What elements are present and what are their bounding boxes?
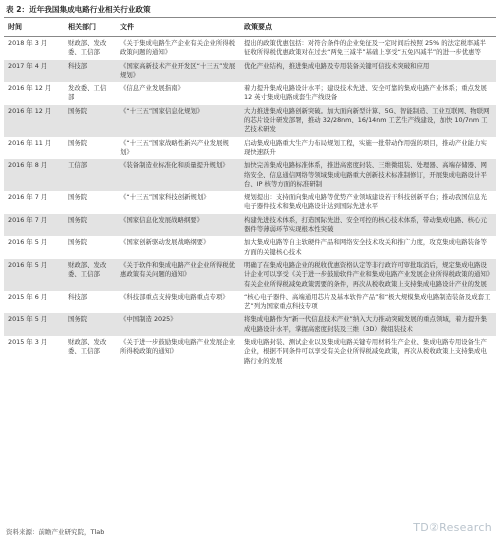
cell-policy-points: 加快完善集成电路标准体系，推进高密度封装、三维微组装、处理器、高端存储器、网络安全、信息通信网络等领域集成电路重大创新技术标准制修订，开展集成电路设计平台、IP 核等方面的标准研制 [240,159,496,191]
table-row [4,82,496,105]
table-row [4,105,496,137]
cell-department: 国务院 [68,138,88,147]
cell-policy-points: 着力提升集成电路设计水平；建设技术先进、安全可靠的集成电路产业体系；重点发展 12 英寸集成电路成套生产线设备 [244,84,487,102]
header-time: 时间 [4,18,64,37]
cell-policy-points: 规划提出：支持面向集成电路等优势产业领域建设若干科技创新平台；推动我国信息光电子器件技术和集成电路设计达到国际先进水平 [244,193,487,211]
cell-department: 工信部 [64,159,116,191]
cell-document: 《国家高新技术产业开发区“十三五”发展规划》 [116,60,240,83]
cell-department: 财政部、发改委、工信部 [68,338,107,356]
cell-department: 财政部、发改委、工信部 [64,259,116,291]
cell-department: 国务院 [64,214,116,237]
cell-document: 《“十三五”国家战略性新兴产业发展规划》 [120,138,229,156]
policy-table [4,17,496,368]
cell-time: 2015 年 5 月 [4,313,64,336]
cell-department: 发改委、工信部 [68,84,107,102]
table-row [4,313,496,336]
cell-document: 《中国制造 2025》 [116,313,240,336]
cell-document: 《科技部重点支持集成电路重点专项》 [120,292,229,301]
cell-time: 2016 年 5 月 [4,259,64,291]
cell-time: 2018 年 3 月 [8,39,48,47]
cell-document: 《“十三五”国家信息化规划》 [116,105,240,137]
table-row [4,236,496,259]
table-header-row [4,18,496,37]
cell-policy-points: 优化产业结构，推进集成电路及专用装备关键可信技术突破和应用 [240,60,496,83]
watermark-logo: TD②Research [413,521,492,534]
cell-document: 《关于集成电路生产企业有关企业所得税政策问题的通知》 [120,39,236,57]
cell-department: 国务院 [68,238,88,247]
cell-document: 《信息产业发展指南》 [120,84,184,93]
cell-time: 2017 年 4 月 [4,60,64,83]
header-document: 文件 [116,18,240,37]
cell-time: 2016 年 12 月 [4,105,64,137]
cell-time: 2015 年 6 月 [8,292,48,301]
cell-policy-points: 大力推进集成电路创新突破。加大面向新型计算、5G、智能制造、工业互联网、物联网的芯片设计研发部署，推动 32/28nm、16/14nm 工艺生产线建设，加快 10/7nm 工艺技术研发 [240,105,496,137]
cell-document: 《关于进一步鼓励集成电路产业发展企业所得税政策的通知》 [120,338,236,356]
cell-time: 2016 年 7 月 [4,214,64,237]
cell-policy-points: 加大集成电路等自主软硬件产品和网络安全技术攻关和推广力度，攻克集成电路装备等方面的关键核心技术 [244,238,487,256]
cell-time: 2016 年 5 月 [8,238,48,247]
table-row [4,259,496,291]
cell-department: 财政部、发改委、工信部 [68,39,107,57]
cell-document: 《关于软件和集成电路产业企业所得税优惠政策有关问题的通知》 [116,259,240,291]
cell-department: 科技部 [68,292,88,301]
cell-time: 2016 年 7 月 [8,193,48,202]
table-row [4,191,496,214]
cell-document: 《国家创新驱动发展战略纲要》 [120,238,210,247]
cell-document: 《“十三五”国家科技创新规划》 [120,193,210,202]
table-row [4,291,496,314]
cell-policy-points: 将集成电路作为“新一代信息技术产业”纳入大力推动突破发展的重点领域，着力提升集成电路设计水平，掌握高密度封装及三维（3D）微组装技术 [240,313,496,336]
header-department: 相关部门 [64,18,116,37]
table-title: 表 2：近年我国集成电路行业相关行业政策 [6,5,151,14]
cell-policy-points: 启动集成电路重大生产力布局规划工程，实施一批带动作用强的项目，推动产业能力实现快速跃升 [244,138,487,156]
cell-department: 国务院 [64,105,116,137]
cell-policy-points: 集成电路封装、测试企业以及集成电路关键专用材料生产企业、集成电路专用设备生产企业，根据不同条件可以享受有关企业所得税减免政策，再次从税收政策上支持集成电路行业的发展 [244,338,487,365]
table-row [4,214,496,237]
header-policy-points: 政策要点 [240,18,496,37]
source-note: 资料来源：前瞻产业研究院，Tlab [6,528,105,536]
cell-document: 《国家信息化发展战略纲要》 [116,214,240,237]
cell-document: 《装备制造业标准化和质量提升规划》 [116,159,240,191]
cell-department: 国务院 [64,313,116,336]
table-row [4,137,496,160]
cell-time: 2016 年 8 月 [4,159,64,191]
cell-policy-points: 提出的政策优惠包括：对符合条件的企业免征及一定时间后按照 25% 的法定税率减半征收所得税优惠政策对在过去“两免三减半”基础上享受“五免四减半”的进一步优惠等 [244,39,486,57]
cell-department: 科技部 [64,60,116,83]
cell-time: 2016 年 11 月 [8,138,52,147]
cell-policy-points: 明确了在集成电路企业的税收优惠资格认定等非行政许可审批取消后，规定集成电路设计企业可以享受《关于进一步鼓励软件产业和集成电路产业发展企业所得税政策的通知》有关企业所得税减免政策需要的条件，再次从税收政策上支持集成电路设计产业的发展 [240,259,496,291]
table-row [4,336,496,368]
cell-policy-points: 构建先进技术体系，打造国际先进、安全可控的核心技术体系，带动集成电路、核心元器件等薄弱环节实现根本性突破 [240,214,496,237]
cell-policy-points: “核心电子器件、高端通用芯片及基本软件产品”和“极大规模集成电路制造装备及成套工艺”列为国家重点科技专项 [244,292,491,311]
cell-department: 国务院 [68,193,88,202]
table-row [4,60,496,83]
cell-time: 2016 年 12 月 [8,84,52,93]
table-row [4,37,496,60]
cell-time: 2015 年 3 月 [8,338,48,347]
table-row [4,159,496,191]
